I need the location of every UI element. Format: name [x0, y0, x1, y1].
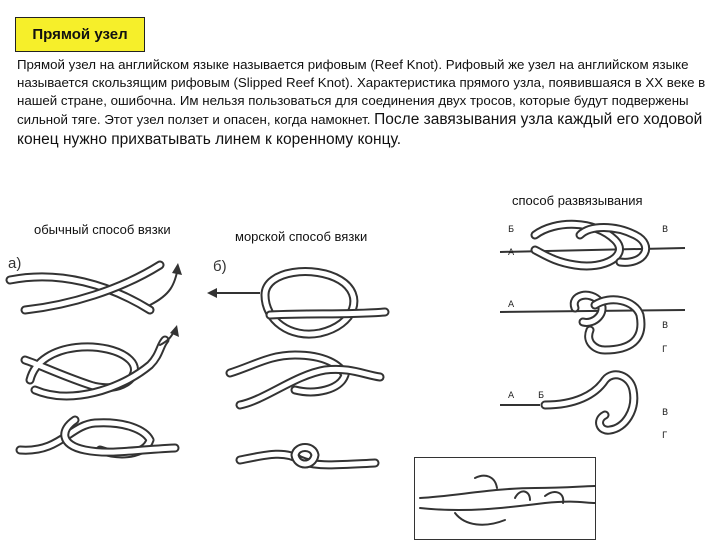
letter-b-1: Б [508, 225, 515, 235]
marine-method-illustration [205, 255, 405, 475]
untie-step3 [500, 375, 668, 441]
letter-b-2: Б [538, 391, 545, 401]
ordinary-method-label: обычный способ вязки [34, 222, 171, 237]
marine-step3-knot [240, 448, 375, 465]
letter-v-1: В [662, 225, 669, 235]
page-title: Прямой узел [32, 26, 128, 43]
untie-method-label: способ развязывания [512, 193, 643, 208]
untie-step2 [500, 295, 685, 355]
title-box [15, 17, 145, 52]
marine-method-label: морской способ вязки [235, 229, 368, 244]
ordinary-step1-ropes [10, 263, 182, 310]
ordinary-step3-knot [20, 420, 175, 454]
marine-step2-knot [230, 355, 380, 405]
knot-sketch [415, 458, 597, 541]
letter-g-2: Г [662, 431, 668, 441]
description-text: Прямой узел на английском языке называется рифовым (Reef Knot). Рифовый же узел на английском языке называется скользящим рифовым (Slipped Reef Knot). Характеристика прямого узла, появившаяся в XX веке в нашей стране, ошибочна. Им нельзя пользоваться для соединения двух тросов, которые будут подвержены сильной тяге. Этот узел ползет и опасен, когда намокнет. [17, 57, 706, 127]
description-paragraph [17, 56, 707, 150]
ordinary-method-illustration [0, 245, 200, 465]
letter-a-2: А [508, 300, 515, 310]
letter-a-1: А [508, 248, 515, 258]
marine-step1-loop [207, 272, 385, 335]
letter-v-3: В [662, 408, 669, 418]
marker-a: а) [8, 255, 22, 272]
letter-v-2: В [662, 321, 669, 331]
untie-method-illustration [495, 210, 695, 450]
letter-a-3: А [508, 391, 515, 401]
description-emphasis-text: После завязывания узла каждый его ходовой конец нужно прихватывать линем к коренному концу. [17, 111, 703, 148]
ordinary-step2-knot [25, 325, 179, 396]
marker-b: б) [213, 258, 227, 275]
untie-step1 [500, 224, 685, 266]
sketch-frame [414, 457, 596, 540]
letter-g-1: Г [662, 345, 668, 355]
